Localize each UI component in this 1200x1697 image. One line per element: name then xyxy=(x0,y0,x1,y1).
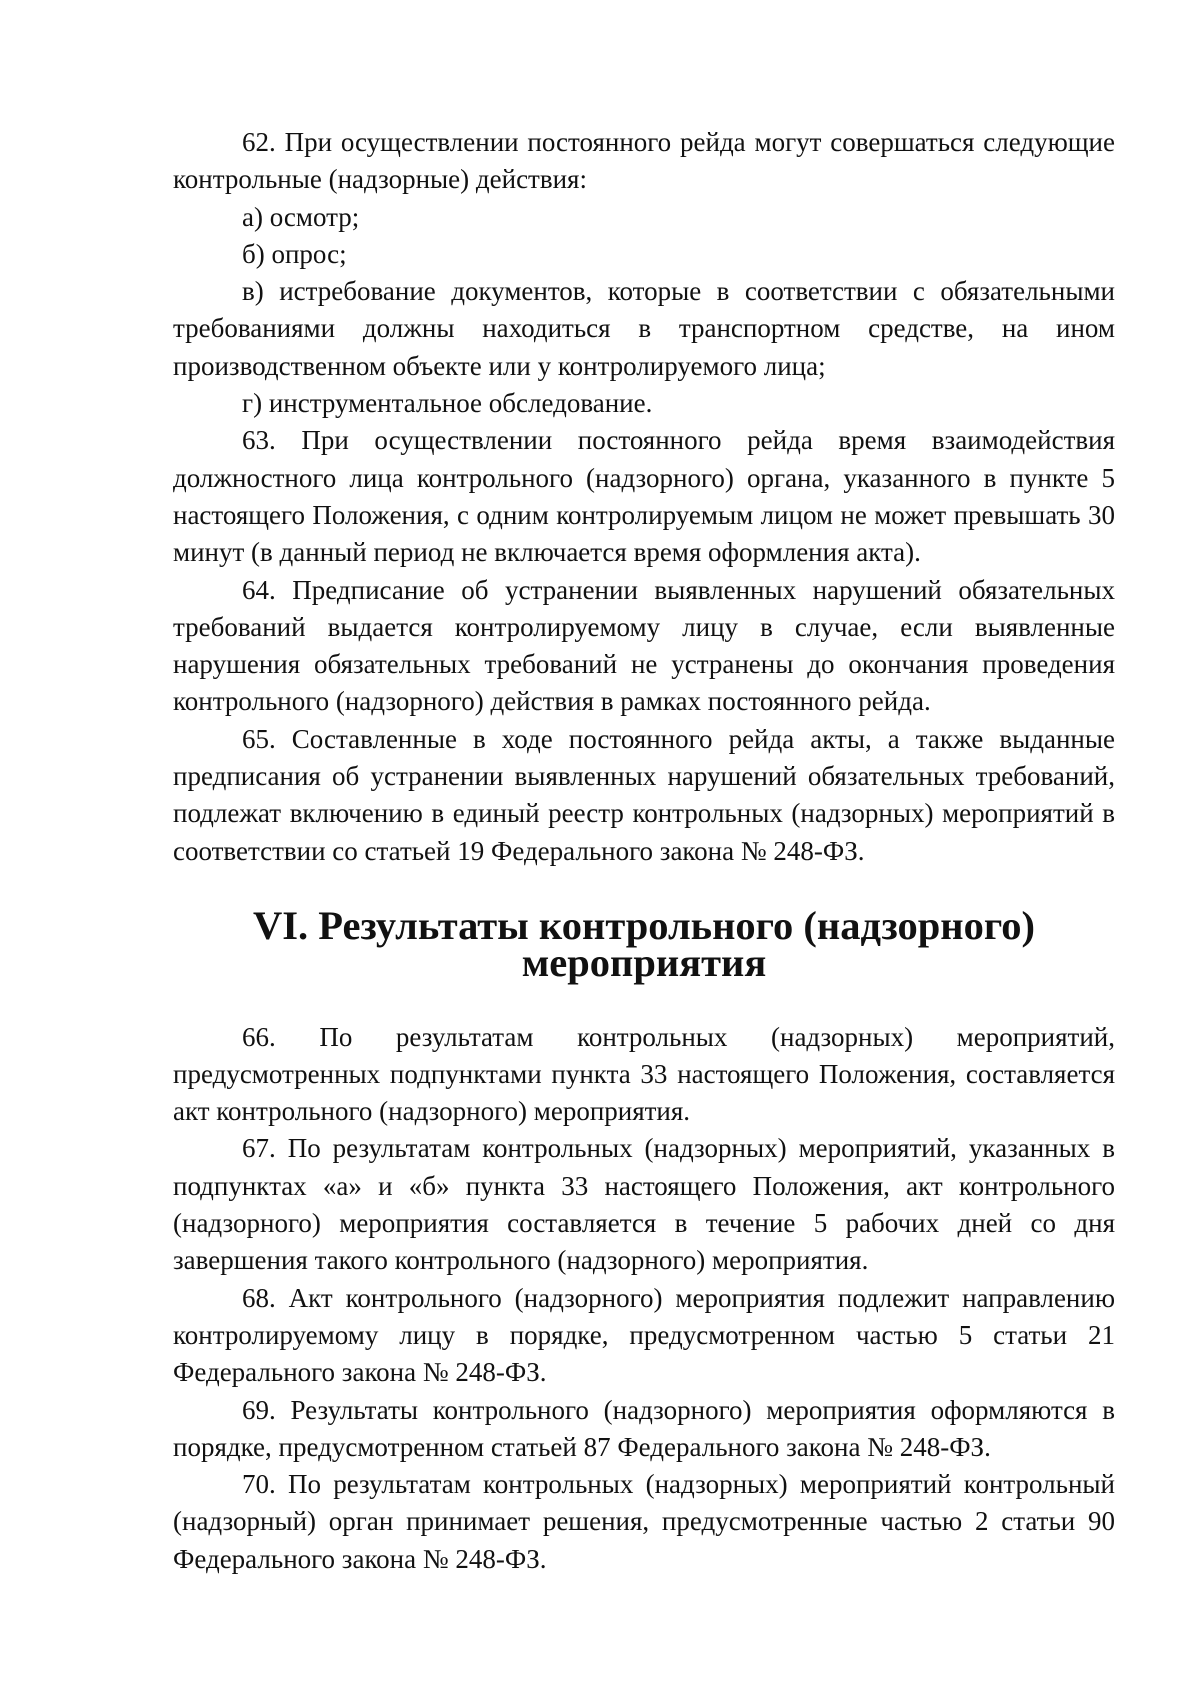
paragraph-64: 64. Предписание об устранении выявленных нарушений обязательных требований выдается контролируемому лицу в случае, если выявленные нарушения обязательных требований не устранены до окончания проведения контрольного (надзорного) действия в рамках постоянного рейда. xyxy=(173,574,1115,717)
paragraph-66: 66. По результатам контрольных (надзорных) мероприятий, предусмотренных подпунктами пункта 33 настоящего Положения, составляется акт контрольного (надзорного) мероприятия. xyxy=(173,1021,1115,1127)
paragraph-62-b: б) опрос; xyxy=(242,238,347,269)
paragraph-68: 68. Акт контрольного (надзорного) мероприятия подлежит направлению контролируемому лицу в порядке, предусмотренном частью 5 статьи 21 Федерального закона № 248-ФЗ. xyxy=(173,1282,1115,1388)
section-heading: VI. Результаты контрольного (надзорного) мероприятия xyxy=(253,902,1035,986)
paragraph-62: 62. При осуществлении постоянного рейда могут совершаться следующие контрольные (надзорные) действия: xyxy=(173,127,1115,195)
paragraph-63: 63. При осуществлении постоянного рейда время взаимодействия должностного лица контрольного (надзорного) органа, указанного в пункте 5 настоящего Положения, с одним контролируемым лицом не может превышать 30 минут (в данный период не включается время оформления акта). xyxy=(173,425,1115,568)
paragraph-62-v: в) истребование документов, которые в соответствии с обязательными требованиями должны находиться в транспортном средстве, на ином производственном объекте или у контролируемого лица; xyxy=(173,276,1115,381)
paragraph-70: 70. По результатам контрольных (надзорных) мероприятий контрольный (надзорный) орган принимает решения, предусмотренные частью 2 статьи 90 Федерального закона № 248-ФЗ. xyxy=(173,1469,1115,1574)
paragraph-62-g: г) инструментальное обследование. xyxy=(242,388,653,419)
paragraph-62-a: а) осмотр; xyxy=(242,201,360,232)
paragraph-65: 65. Составленные в ходе постоянного рейда акты, а также выданные предписания об устранении выявленных нарушений обязательных требований, подлежат включению в единый реестр контрольных (надзорных) мероприятий в соответствии со статьей 19 Федерального закона № 248-ФЗ. xyxy=(173,723,1115,866)
paragraph-69: 69. Результаты контрольного (надзорного) мероприятия оформляются в порядке, предусмотренном статьей 87 Федерального закона № 248-ФЗ. xyxy=(173,1394,1115,1462)
paragraph-67: 67. По результатам контрольных (надзорных) мероприятий, указанных в подпунктах «а» и «б» пункта 33 настоящего Положения, акт контрольного (надзорного) мероприятия составляется в течение 5 рабочих дней со дня завершения такого контрольного (надзорного) мероприятия. xyxy=(173,1133,1115,1276)
